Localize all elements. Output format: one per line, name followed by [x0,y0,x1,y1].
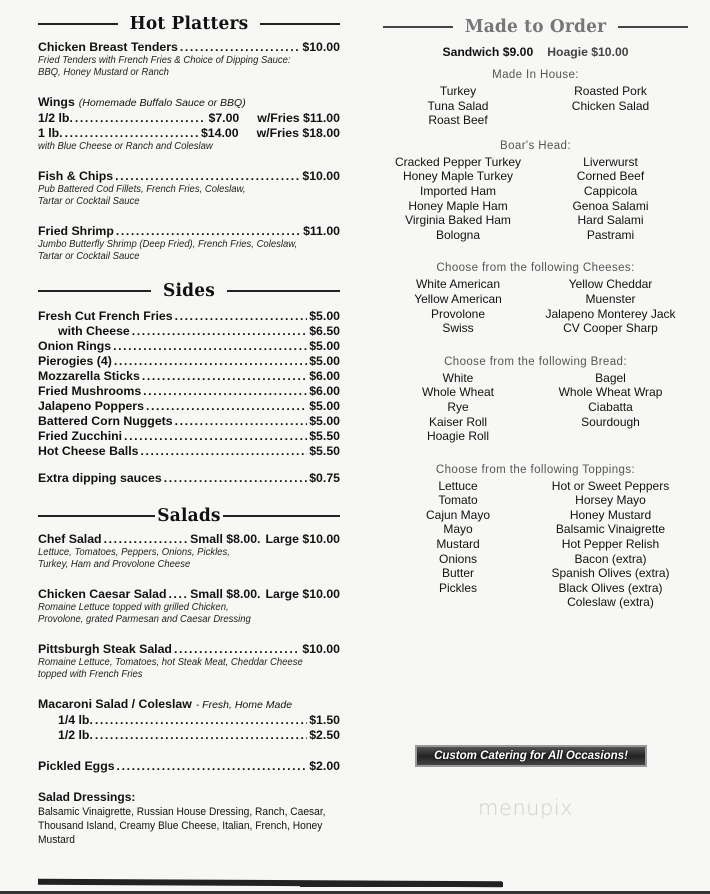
section-title: Hot Platters [129,13,249,35]
item-price: $10.00 [302,40,340,54]
item-description: Romaine Lettuce, Tomatoes, hot Steak Meat, Cheddar Cheese [38,657,303,668]
menu-item-pittsburgh-steak [38,642,340,681]
list-item: Pastrami [586,227,635,242]
list-item: Jalapeno Monterey Jack [545,306,676,321]
divider [38,290,151,292]
item-price: $6.50 [309,324,340,338]
made-in-house-list [383,84,688,128]
list-item: Bagel [595,370,626,385]
item-name: Fish & Chips [38,169,114,183]
list-item: Mustard [436,537,480,552]
list-item: Cracked Pepper Turkey [394,154,522,169]
section-title: Made to Order [464,16,607,38]
item-description: Provolone, grated Parmesan and Caesar Dressing [38,614,251,625]
menu-item [38,414,340,429]
leader-dots [175,414,308,429]
item-name: Onion Rings [38,339,112,353]
leader-dots [95,728,307,743]
boars-head-title: Boar's Head: [500,139,571,152]
left-column [38,12,340,847]
menu-item [38,309,340,324]
item-description: Tartar or Cocktail Sauce [38,196,140,207]
item-name: Pittsburgh Steak Salad [38,642,172,656]
item-price: $2.50 [309,728,340,742]
cheeses-title: Choose from the following Cheeses: [436,262,635,275]
dressings-title: Salad Dressings: [38,790,136,804]
item-price-small: Small $8.00. [190,587,261,601]
toppings-title: Choose from the following Toppings: [435,463,636,476]
item-name: Extra dipping sauces [38,471,162,485]
item-name: Mozzarella Sticks [38,369,140,383]
item-name: Battered Corn Nuggets [38,414,173,428]
menu-item [38,444,340,459]
boars-head-list [383,155,688,243]
size-label: 1 lb. [38,126,63,140]
list-item: Chicken Salad [571,98,650,113]
section-title: Salads [157,505,221,527]
item-description: Romaine Lettuce topped with grilled Chicken, [38,602,229,613]
catering-banner [415,745,647,767]
leader-dots [116,224,301,239]
item-price: $10.00 [302,169,340,183]
item-name: Chicken Breast Tenders [38,40,178,54]
leader-dots [169,587,189,602]
list-item: Yellow American [414,291,502,306]
menu-item-chef-salad [38,532,340,571]
list-item: Cajun Mayo [425,507,491,522]
list-item: Whole Wheat Wrap [558,385,663,400]
sides-list [38,309,340,486]
list-item: Muenster [585,291,636,306]
item-note: - Fresh, Home Made [195,699,293,711]
leader-dots [175,309,308,324]
menu-item [38,369,340,384]
item-price: $7.00 [208,111,240,125]
list-item: Hot Pepper Relish [561,537,660,552]
item-price: $5.00 [309,309,340,323]
list-item: Sourdough [581,414,640,429]
leader-dots [132,324,307,339]
item-name: Fried Shrimp [38,224,114,238]
list-item: Swiss [442,321,474,336]
list-item: Tuna Salad [427,98,489,113]
item-price: $6.00 [309,384,340,398]
leader-dots [65,126,199,141]
menu-item-fish-chips [38,169,340,208]
item-description: Jumbo Butterfly Shrimp (Deep Fried), French Fries, Coleslaw, [38,239,298,250]
item-name: Fresh Cut French Fries [38,309,173,323]
item-description: topped with French Fries [38,669,143,680]
divider [383,26,453,28]
list-item: Roast Beef [428,113,488,128]
size-label: 1/2 lb. [58,728,93,742]
cheeses-list [383,277,688,335]
list-item: Ciabatta [588,399,633,414]
item-name: Fried Mushrooms [38,384,142,398]
item-description: Fried Tenders with French Fries & Choice of Dipping Sauce: [38,55,291,66]
item-name: Pierogies (4) [38,354,112,368]
bread-title: Choose from the following Bread: [444,355,627,368]
item-price: $6.00 [309,369,340,383]
list-item: Yellow Cheddar [568,277,653,292]
divider [38,23,118,25]
sides-header [38,279,340,303]
item-price: $2.00 [309,759,340,773]
leader-dots [115,169,300,184]
watermark-logo: menupix [478,796,574,820]
item-name: Jalapeno Poppers [38,399,144,413]
salads-header [38,504,340,528]
toppings-list [383,479,688,610]
list-item: Hoagie Roll [426,429,490,444]
list-item: Genoa Salami [572,198,649,213]
list-item: Virginia Baked Ham [405,213,511,228]
menu-item-chicken-caesar [38,587,340,626]
menu-item-macaroni-coleslaw [38,697,340,743]
list-item: Bologna [435,227,481,242]
hot-platters-header [38,12,340,36]
leader-dots [124,429,307,444]
list-item: Provolone [430,306,486,321]
item-price: $5.00 [309,414,340,428]
list-item: Kaiser Roll [428,414,488,429]
bottom-rule [300,882,503,887]
divider [260,23,340,25]
list-item: Honey Mustard [569,507,652,522]
list-item: Spanish Olives (extra) [551,566,670,581]
item-price-large: Large $10.00 [265,532,340,546]
list-item: Butter [441,566,474,581]
item-price: $5.50 [309,429,340,443]
list-item: CV Cooper Sharp [563,321,658,336]
menu-item-extra-sauces [38,471,340,486]
list-item: Liverwurst [583,154,638,169]
leader-dots [140,444,307,459]
item-note: (Homemade Buffalo Sauce or BBQ) [78,97,246,109]
leader-dots [164,471,308,486]
made-in-house-title: Made In House: [492,69,579,81]
list-item: Onions [438,551,478,566]
hoagie-price: Hoagie $10.00 [547,45,629,59]
item-name: Chicken Caesar Salad [38,587,167,601]
right-column [383,15,688,610]
item-description: Tartar or Cocktail Sauce [38,251,140,262]
leader-dots [114,354,307,369]
item-description: with Blue Cheese or Ranch and Coleslaw [38,141,213,152]
list-item: Rye [447,399,469,414]
item-name: Hot Cheese Balls [38,444,139,458]
leader-dots [95,713,307,728]
list-item: Whole Wheat [421,385,495,400]
dressings-list: Balsamic Vinaigrette, Russian House Dressing, Ranch, Caesar, Thousand Island, Creamy Blue Cheese, Italian, French, Honey Mustard [38,806,326,846]
divider [618,26,688,28]
item-name: Pickled Eggs [38,759,115,773]
item-price-small: Small $8.00. [190,532,261,546]
item-price: $1.50 [309,713,340,727]
list-item: Mayo [443,522,473,537]
item-name: Wings [38,95,75,109]
leader-dots [174,642,300,657]
list-item: Coleslaw (extra) [567,595,654,610]
item-price: $5.00 [309,339,340,353]
item-price: $5.00 [309,354,340,368]
list-item: Cappicola [583,183,638,198]
section-title: Sides [163,280,216,302]
list-item: Tomato [438,493,478,508]
list-item: Roasted Pork [574,84,647,98]
leader-dots [75,111,207,126]
size-label: 1/2 lb. [38,111,73,125]
list-item: Hot or Sweet Peppers [551,478,670,493]
leader-dots [143,384,307,399]
menu-item [38,324,340,339]
list-item: Corned Beef [576,169,645,184]
list-item: Honey Maple Turkey [402,169,514,184]
made-to-order-header [383,15,688,39]
menu-item [38,429,340,444]
fries-price: w/Fries $18.00 [256,126,340,140]
item-price: $5.00 [309,399,340,413]
leader-dots [146,399,307,414]
item-name: Chef Salad [38,532,102,546]
item-name: Macaroni Salad / Coleslaw [38,697,192,711]
list-item: White American [415,277,501,292]
item-price: $11.00 [303,224,340,238]
bread-list [383,371,688,444]
catering-text: Custom Catering for All Occasions! [434,750,628,762]
divider [223,515,340,517]
item-price: $0.75 [309,471,340,485]
item-name: Fried Zucchini [38,429,123,443]
menu-item [38,399,340,414]
item-price-large: Large $10.00 [265,587,340,601]
list-item: Horsey Mayo [575,493,646,508]
menu-item-fried-shrimp [38,224,340,263]
item-description: BBQ, Honey Mustard or Ranch [38,67,169,78]
leader-dots [117,759,308,774]
divider [227,290,340,292]
leader-dots [142,369,307,384]
menu-item-pickled-eggs [38,759,340,774]
list-item: Hard Salami [577,213,644,228]
list-item: White [442,370,474,385]
sandwich-price: Sandwich $9.00 [442,45,534,59]
size-label: 1/4 lb. [58,713,93,727]
item-description: Lettuce, Tomatoes, Peppers, Onions, Pickles, [38,547,230,558]
item-description: Pub Battered Cod Fillets, French Fries, Coleslaw, [38,184,246,195]
list-item: Imported Ham [419,183,497,198]
list-item: Honey Maple Ham [408,198,508,213]
menu-item [38,384,340,399]
item-price: $10.00 [302,642,340,656]
item-price: $14.00 [200,126,239,140]
menu-item [38,339,340,354]
menu-item-wings [38,95,340,153]
leader-dots [104,532,189,547]
menu-item-chicken-tenders [38,40,340,79]
item-name: with Cheese [58,324,130,338]
leader-dots [113,339,307,354]
list-item: Pickles [438,580,477,595]
list-item: Turkey [439,84,477,98]
item-description: Turkey, Ham and Provolone Cheese [38,559,191,570]
item-price: $5.50 [309,444,340,458]
list-item: Balsamic Vinaigrette [555,522,666,537]
sandwich-prices [383,45,688,59]
divider [38,515,155,517]
leader-dots [180,40,301,55]
list-item: Lettuce [438,478,478,493]
menu-item [38,354,340,369]
fries-price: w/Fries $11.00 [257,111,340,125]
list-item: Black Olives (extra) [558,580,663,595]
list-item: Bacon (extra) [574,551,647,566]
salad-dressings [38,790,340,847]
